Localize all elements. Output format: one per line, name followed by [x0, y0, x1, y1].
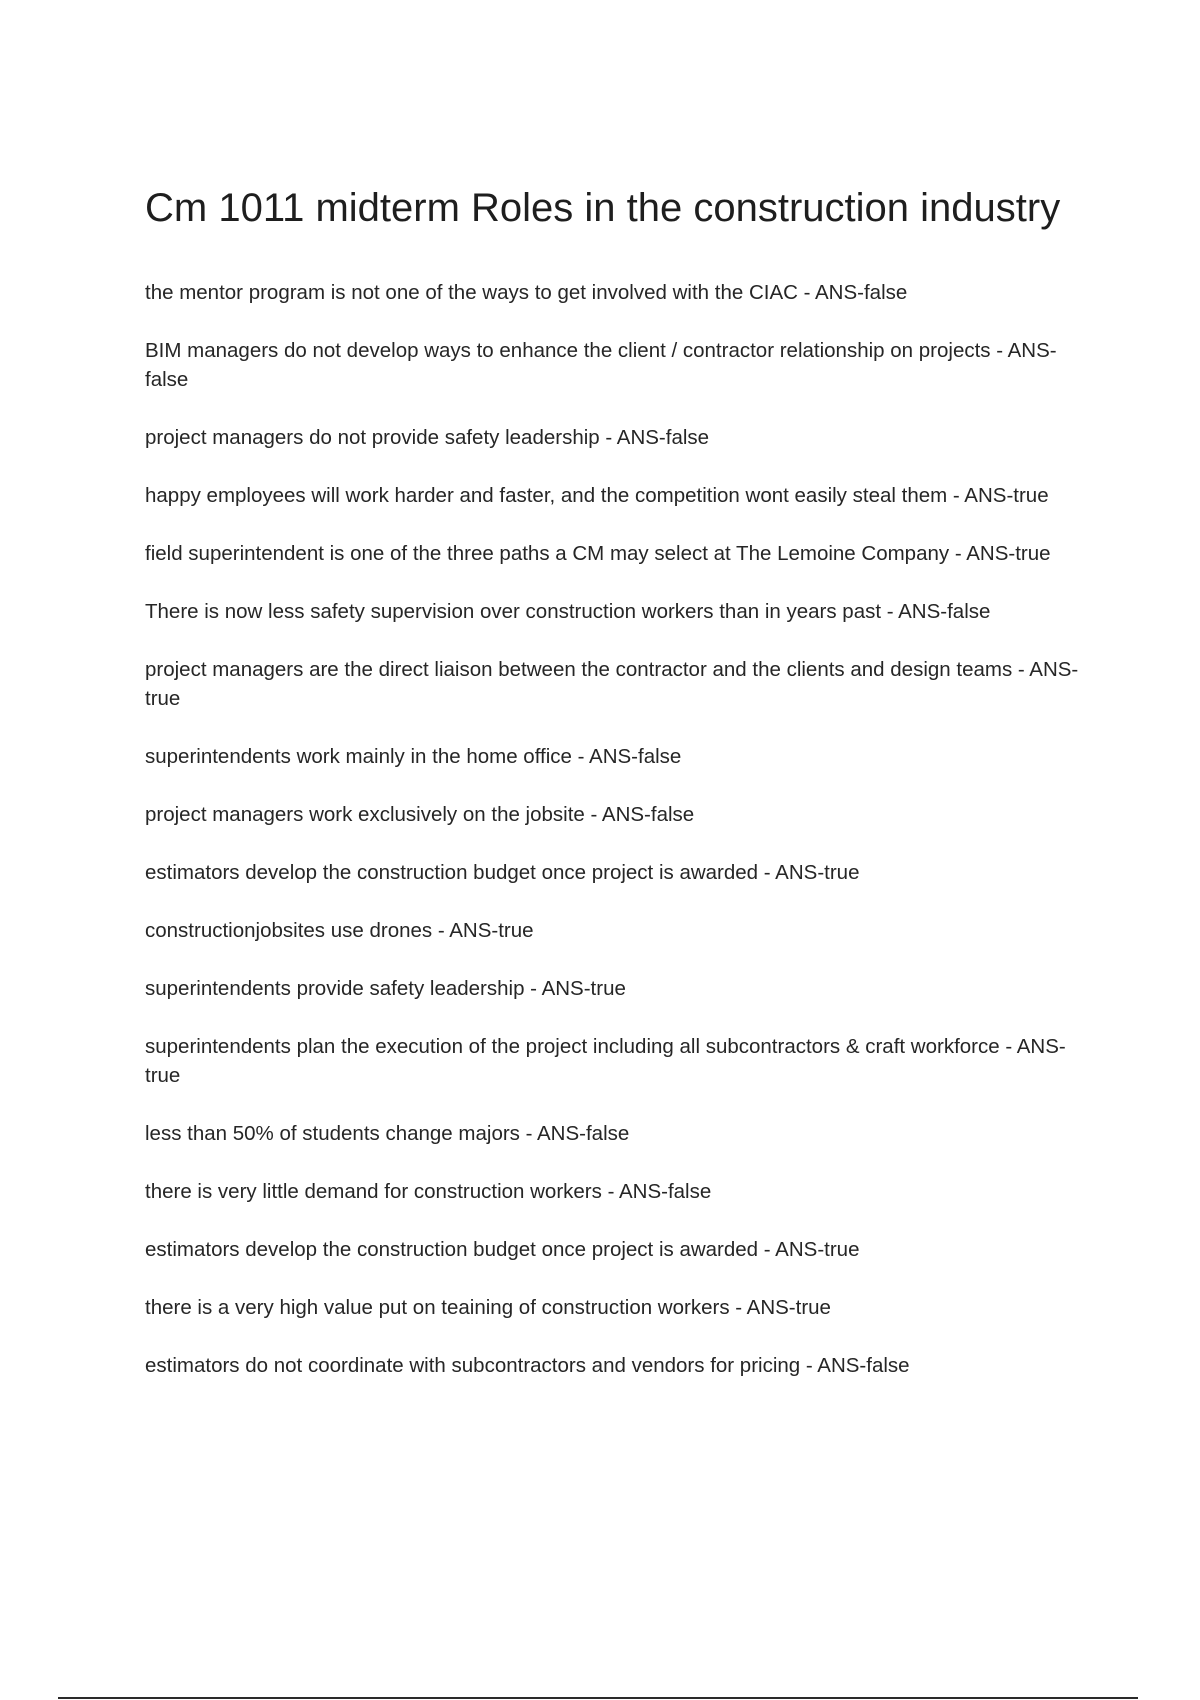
list-item: there is a very high value put on teaining of construction workers - ANS-true: [145, 1296, 831, 1319]
list-item: estimators develop the construction budget once project is awarded - ANS-true: [145, 861, 860, 884]
answer-list: [145, 278, 1090, 1409]
list-item: happy employees will work harder and faster, and the competition wont easily steal them - ANS-true: [145, 484, 1049, 507]
list-item: project managers work exclusively on the jobsite - ANS-false: [145, 803, 695, 826]
list-item: superintendents work mainly in the home office - ANS-false: [145, 745, 682, 768]
list-item: estimators do not coordinate with subcontractors and vendors for pricing - ANS-false: [145, 1354, 910, 1377]
list-item: there is very little demand for construction workers - ANS-false: [145, 1180, 712, 1203]
list-item: BIM managers do not develop ways to enhance the client / contractor relationship on projects - ANS-false: [145, 339, 1057, 391]
list-item: the mentor program is not one of the ways to get involved with the CIAC - ANS-false: [145, 281, 908, 304]
list-item: estimators develop the construction budget once project is awarded - ANS-true: [145, 1238, 860, 1261]
list-item: less than 50% of students change majors - ANS-false: [145, 1122, 630, 1145]
list-item: There is now less safety supervision over construction workers than in years past - ANS-false: [145, 600, 991, 623]
footer-divider: [58, 1697, 1138, 1699]
page-title: Cm 1011 midterm Roles in the construction industry: [145, 186, 1061, 230]
list-item: project managers do not provide safety leadership - ANS-false: [145, 426, 710, 449]
list-item: superintendents provide safety leadership - ANS-true: [145, 977, 626, 1000]
list-item: field superintendent is one of the three paths a CM may select at The Lemoine Company - ANS-true: [145, 542, 1051, 565]
list-item: constructionjobsites use drones - ANS-true: [145, 919, 534, 942]
list-item: superintendents plan the execution of the project including all subcontractors & craft workforce - ANS-true: [145, 1035, 1066, 1087]
list-item: project managers are the direct liaison between the contractor and the clients and design teams - ANS-true: [145, 658, 1079, 710]
